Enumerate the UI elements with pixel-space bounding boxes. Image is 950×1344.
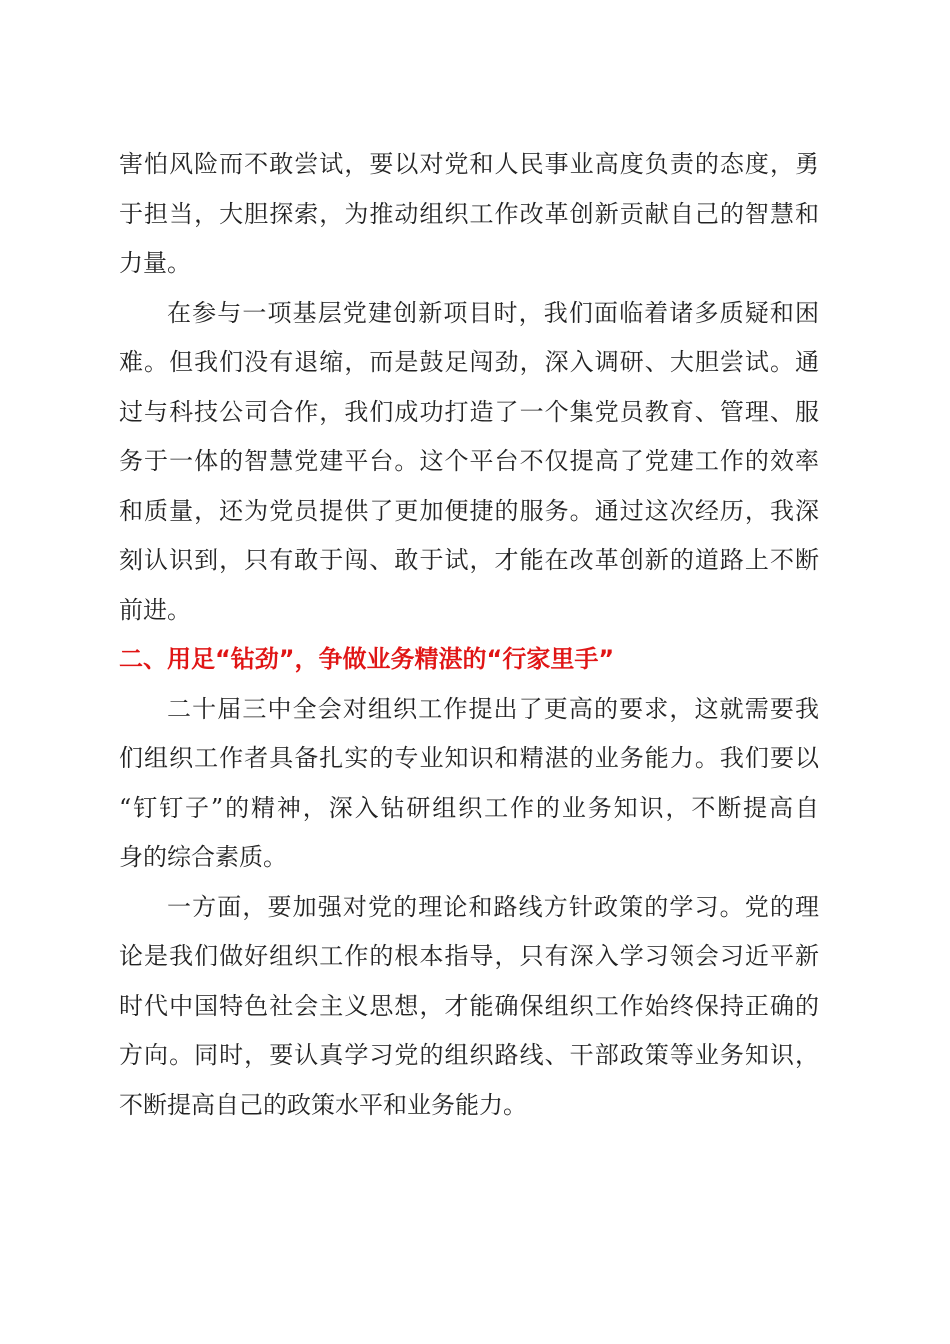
paragraph-line: 力量。 <box>119 249 191 277</box>
paragraph-line: “钉钉子”的精神，深入钻研组织工作的业务知识，不断提高自 <box>119 793 819 822</box>
paragraph-line: 们组织工作者具备扎实的专业知识和精湛的业务能力。我们要以 <box>119 744 819 772</box>
paragraph-line: 刻认识到，只有敢于闯、敢于试，才能在改革创新的道路上不断 <box>119 546 819 574</box>
paragraph-line: 时代中国特色社会主义思想，才能确保组织工作始终保持正确的 <box>119 991 819 1020</box>
paragraph-line: 二十届三中全会对组织工作提出了更高的要求，这就需要我 <box>167 694 819 723</box>
document-body <box>119 140 819 1130</box>
paragraph-line: 身的综合素质。 <box>119 843 287 871</box>
paragraph-line: 前进。 <box>119 595 191 624</box>
paragraph-line: 务于一体的智慧党建平台。这个平台不仅提高了党建工作的效率 <box>119 447 819 475</box>
paragraph-line: 害怕风险而不敢尝试，要以对党和人民事业高度负责的态度，勇 <box>119 150 819 178</box>
paragraph-line: 于担当，大胆探索，为推动组织工作改革创新贡献自己的智慧和 <box>119 199 819 228</box>
paragraph-line: 在参与一项基层党建创新项目时，我们面临着诸多质疑和困 <box>167 298 819 327</box>
paragraph-line: 论是我们做好组织工作的根本指导，只有深入学习领会习近平新 <box>119 942 819 970</box>
section-heading: 二、用足“钻劲”，争做业务精湛的“行家里手” <box>119 645 615 673</box>
paragraph-line: 方向。同时，要认真学习党的组织路线、干部政策等业务知识， <box>119 1041 819 1069</box>
paragraph-line: 过与科技公司合作，我们成功打造了一个集党员教育、管理、服 <box>119 397 819 426</box>
paragraph-line: 难。但我们没有退缩，而是鼓足闯劲，深入调研、大胆尝试。通 <box>119 348 819 376</box>
paragraph-line: 和质量，还为党员提供了更加便捷的服务。通过这次经历，我深 <box>119 496 819 525</box>
paragraph-line: 不断提高自己的政策水平和业务能力。 <box>119 1090 527 1119</box>
paragraph-line: 一方面，要加强对党的理论和路线方针政策的学习。党的理 <box>167 892 819 921</box>
